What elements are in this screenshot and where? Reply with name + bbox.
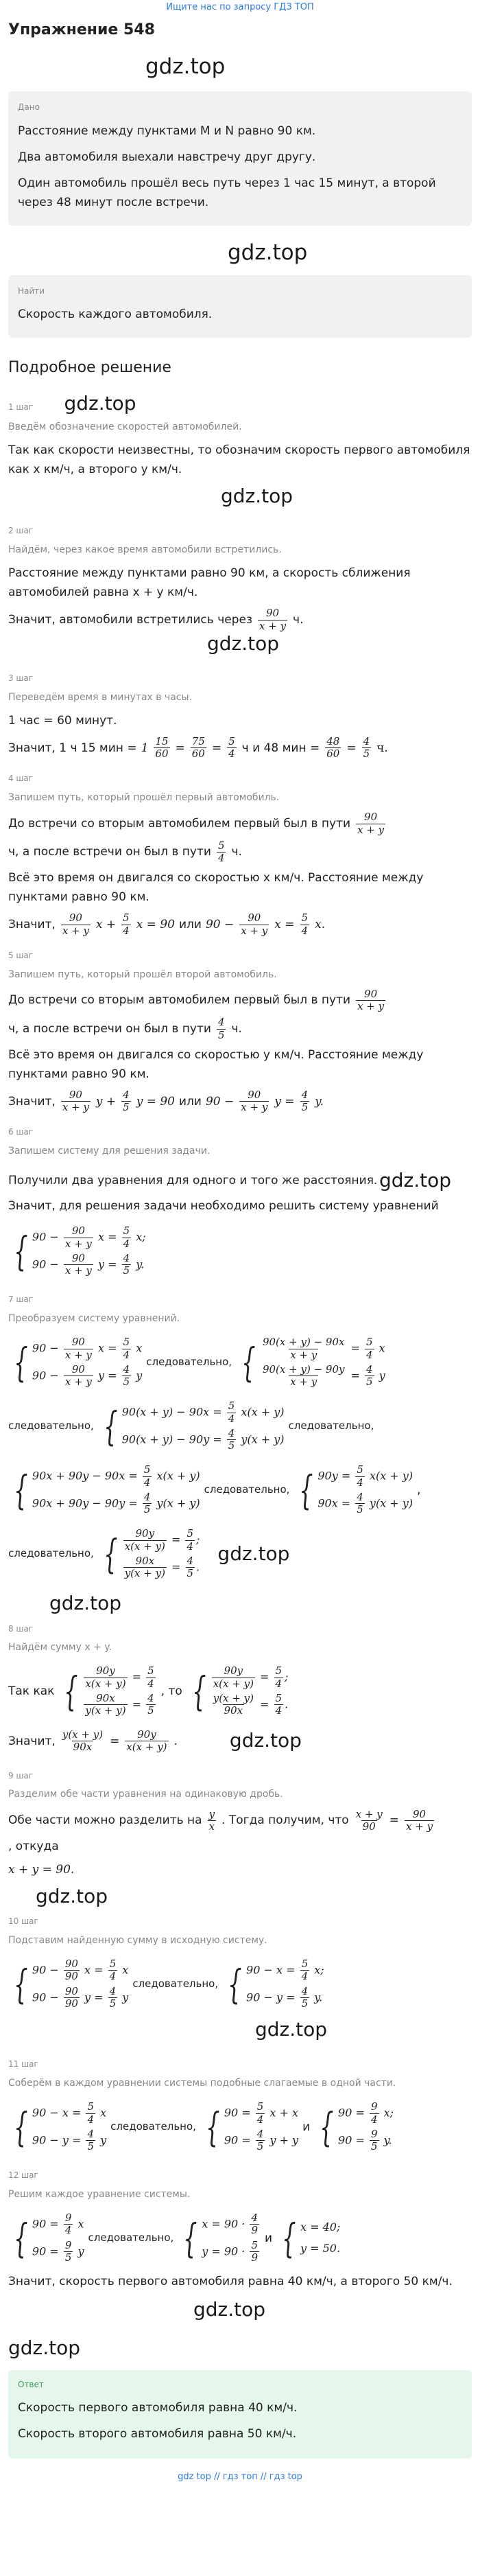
formula-line: Обе части можно разделить на $\frac{y}{x}$ . Тогда получим, что $\frac{x + y}{90}$ = $\frac{90}{x + y}$ , откуда — [8, 1809, 472, 1857]
step-text: Всё это время он двигался со скоростью x км/ч. Расстояние между пунктами равно 90 км. — [8, 871, 424, 905]
watermark: gdz.top — [193, 2298, 266, 2321]
given-box — [8, 91, 472, 226]
watermark: gdz.top — [221, 485, 293, 508]
step-heading: Найдём, через какое время автомобили встретились. — [8, 544, 282, 556]
step-text: следовательно, — [146, 1356, 232, 1369]
step-text: Значит, — [8, 918, 56, 932]
watermark: gdz.top — [49, 1592, 122, 1615]
step-text: Расстояние между пунктами равно 90 км, а скорость сближения автомобилей равна x + y км/ч. — [8, 566, 411, 600]
formula-line: До встречи со вторым автомобилем первый был в пути $\frac{90}{x + y}$ ч, а после встречи он был в пути $\frac{4}{5}$ ч. — [8, 987, 385, 1041]
step-text: ч. — [231, 1021, 242, 1036]
step-text: следовательно, — [132, 1977, 219, 1991]
formula-line: следовательно, { $\frac{90y}{x(x + y)}$ = $\frac{5}{4}$ ; $\frac{90x}{y(x + y)}$ = $\frac{4}{5}$ . gdz.top — [8, 1527, 290, 1580]
step-5 — [8, 949, 472, 1113]
step-text: 1 час = 60 минут. — [8, 713, 117, 728]
step-12 — [8, 2169, 472, 2291]
step-8 — [8, 1623, 472, 1757]
top-search-banner[interactable]: Ищите нас по запросу ГДЗ ТОП — [166, 2, 314, 12]
formula-line: следовательно, { 90(x + y) − 90x = $\frac{5}{4}$ x(x + y) 90(x + y) − 90y = $\frac{4}{5}$ y(x + y) следовательно, — [8, 1400, 374, 1452]
formula-line: Значит, $\frac{90}{x + y}$ y + $\frac{4}{5}$ y = 90 или 90 − $\frac{90}{x + y}$ y = $\frac{4}{5}$ y. — [8, 1088, 324, 1114]
step-text: следовательно, — [204, 1483, 290, 1496]
step-6 — [8, 1126, 472, 1281]
step-text: Значит, — [8, 1734, 56, 1748]
step-text: Значит, для решения задачи необходимо решить систему уравнений — [8, 1199, 439, 1214]
step-text: . Тогда получим, что — [221, 1813, 349, 1828]
formula-line: { 90 − $\frac{90}{90}$ x = $\frac{5}{4}$ x 90 − $\frac{90}{90}$ y = $\frac{4}{5}$ y следовательно, { 90 − x = $\frac{5}{4}$ x; 90 − y = $\frac{4}{5}$ y. — [14, 1958, 324, 2010]
answer-box — [8, 2370, 472, 2459]
given-line: Один автомобиль прошёл весь путь через 1 час 15 минут, а второй через 48 минут после встречи. — [18, 176, 436, 210]
step-text: следовательно, — [8, 1547, 94, 1560]
step-heading: Запишем путь, который прошёл второй автомобиль. — [8, 968, 277, 980]
formula-line: Значит, $\frac{y(x + y)}{90x}$ = $\frac{90y}{x(x + y)}$ . gdz.top — [8, 1725, 472, 1756]
watermark: gdz.top — [8, 2336, 81, 2360]
step-heading: Запишем путь, который прошёл первый автомобиль. — [8, 792, 280, 804]
step-heading: Соберём в каждом уравнении системы подобные слагаемые в одной части. — [8, 2078, 396, 2089]
footer-links[interactable]: gdz top // гдз топ // гдз top — [178, 2472, 302, 2483]
formula-line: Значит, 1 ч 15 мин = 1 $\frac{15}{60}$ = $\frac{75}{60}$ = $\frac{5}{4}$ ч и 48 мин = $\frac{48}{60}$ = $\frac{4}{5}$ ч. — [8, 734, 388, 761]
step-label: 4 шаг — [8, 774, 34, 784]
answer-line: Скорость первого автомобиля равна 40 км/ч. — [18, 2401, 298, 2415]
step-text: следовательно, — [88, 2231, 174, 2244]
step-heading: Решим каждое уравнение системы. — [8, 2189, 191, 2201]
watermark: gdz.top — [64, 391, 136, 415]
step-heading: Преобразуем систему уравнений. — [8, 1313, 180, 1325]
step-text: ч. — [231, 845, 242, 859]
step-3 — [8, 672, 472, 760]
step-heading: Подставим найденную сумму в исходную систему. — [8, 1935, 267, 1947]
step-label: 5 шаг — [8, 950, 34, 960]
step-text: Значит, 1 ч 15 мин = — [8, 741, 137, 755]
step-label: 12 шаг — [8, 2170, 38, 2181]
solution-title: Подробное решение — [8, 359, 171, 377]
step-text: Значит, скорость первого автомобиля равна 40 км/ч, а второго 50 км/ч. — [8, 2275, 453, 2289]
step-text: ч, а после встречи он был в пути — [8, 845, 211, 859]
find-text: Скорость каждого автомобиля. — [18, 308, 213, 322]
step-label: 11 шаг — [8, 2059, 38, 2069]
watermark: gdz.top — [228, 240, 308, 266]
step-text: x + y = 90. — [8, 1863, 75, 1877]
step-2 — [8, 524, 472, 631]
step-label: 3 шаг — [8, 673, 34, 683]
step-label: 1 шаг — [8, 402, 34, 412]
step-text: Обе части можно разделить на — [8, 1813, 202, 1828]
step-label: 7 шаг — [8, 1295, 34, 1305]
step-label: 6 шаг — [8, 1127, 34, 1137]
formula-line: Значит, $\frac{90}{x + y}$ x + $\frac{5}{4}$ x = 90 или 90 − $\frac{90}{x + y}$ x = $\frac{5}{4}$ x. — [8, 912, 326, 937]
step-text: или — [179, 1094, 202, 1109]
formula-line: Так как { $\frac{90y}{x(x + y)}$ = $\frac{5}{4}$ $\frac{90x}{y(x + y)}$ = $\frac{4}{5}$ , то { $\frac{90y}{x(x + y)}$ = $\frac{5}{4}$ ; $\frac{y(x + y)}{90x}$ = $\frac{5}{4}$ . — [8, 1664, 289, 1717]
step-heading: Найдём сумму x + y. — [8, 1642, 112, 1653]
watermark: gdz.top — [145, 54, 226, 80]
equation-system: { 90 − $\frac{90}{x + y}$ x = $\frac{5}{4}$ x; 90 − $\frac{90}{x + y}$ y = $\frac{4}{5}$ y. — [14, 1225, 146, 1277]
step-label: 8 шаг — [8, 1623, 34, 1634]
step-text: и — [302, 2120, 311, 2134]
formula-line: { 90 − x = $\frac{5}{4}$ x 90 − y = $\frac{4}{5}$ y следовательно, { 90 = $\frac{5}{4}$ x + x 90 = $\frac{4}{5}$ y + y и { 90 = $\frac{9}{4}$ x; 90 = $\frac{9}{5}$ y. — [14, 2100, 394, 2153]
step-heading: Переведём время в минутах в часы. — [8, 691, 193, 703]
step-text: следовательно, — [8, 1419, 94, 1432]
step-text: Значит, автомобили встретились через — [8, 612, 252, 627]
answer-line: Скорость второго автомобиля равна 50 км/ч. — [18, 2427, 297, 2441]
step-4 — [8, 772, 472, 936]
given-line: Два автомобиля выехали навстречу друг другу. — [18, 150, 316, 165]
formula-line: До встречи со вторым автомобилем первый был в пути $\frac{90}{x + y}$ ч, а после встречи он был в пути $\frac{5}{4}$ ч. — [8, 811, 385, 865]
step-11 — [8, 2058, 472, 2157]
watermark: gdz.top — [255, 2018, 328, 2041]
step-text: , откуда — [8, 1840, 59, 1854]
step-text: или — [178, 918, 202, 932]
step-text: ч. — [293, 612, 304, 627]
formula-line: { 90x + 90y − 90x = $\frac{5}{4}$ x(x + y) 90x + 90y − 90y = $\frac{4}{5}$ y(x + y) следовательно, { 90y = $\frac{5}{4}$ x(x + y) 90x = $\frac{4}{5}$ y(x + y) , — [14, 1463, 421, 1516]
step-text: ч, а после встречи он был в пути — [8, 1021, 211, 1036]
find-label: Найти — [18, 286, 45, 296]
watermark: gdz.top — [379, 1169, 451, 1192]
step-1 — [8, 388, 472, 479]
formula-line: { 90 − $\frac{90}{x + y}$ x = $\frac{5}{4}$ x 90 − $\frac{90}{x + y}$ y = $\frac{4}{5}$ y следовательно, { $\frac{90(x + y) - 90x}{x + y}$ = $\frac{5}{4}$ x $\frac{90(x + y) - 90y}{x + y}$ = $\frac{4}{5}$ y — [14, 1336, 385, 1389]
step-text: Значит, — [8, 1094, 56, 1109]
step-label: 9 шаг — [8, 1770, 34, 1780]
step-7 — [8, 1293, 472, 1583]
step-9 — [8, 1769, 472, 1879]
formula-line: { 90 = $\frac{9}{4}$ x 90 = $\frac{9}{5}$ y следовательно, { x = 90 · $\frac{4}{9}$ y = 90 · $\frac{5}{9}$ и { x = 40; y = 50. — [14, 2212, 341, 2264]
step-text: До встречи со вторым автомобилем первый был в пути — [8, 816, 351, 831]
step-heading: Введём обозначение скоростей автомобилей. — [8, 421, 242, 432]
answer-label: Ответ — [18, 2379, 44, 2389]
step-label: 10 шаг — [8, 1916, 38, 1927]
step-text: Так как — [8, 1684, 55, 1698]
step-text: До встречи со вторым автомобилем первый был в пути — [8, 993, 351, 1008]
find-box — [8, 275, 472, 338]
step-10 — [8, 1915, 472, 2014]
step-text: Получили два уравнения для одного и того же расстояния. — [8, 1174, 378, 1188]
step-text: следовательно, — [288, 1419, 374, 1432]
watermark: gdz.top — [207, 631, 280, 655]
step-text: Всё это время он двигался со скоростью y км/ч. Расстояние между пунктами равно 90 км. — [8, 1047, 424, 1081]
page-content — [0, 18, 480, 2485]
step-text: Так как скорости неизвестны, то обозначим скорость первого автомобиля как x км/ч, а второго y км/ч. — [8, 443, 470, 477]
given-line: Расстояние между пунктами M и N равно 90 км. — [18, 124, 316, 139]
step-text: и — [265, 2231, 273, 2245]
watermark: gdz.top — [36, 1885, 108, 1908]
step-text: ч и 48 мин = — [241, 741, 320, 755]
step-text: следовательно, — [110, 2120, 196, 2133]
given-label: Дано — [18, 102, 40, 113]
fraction: $\frac{90}{x + y}$ — [259, 607, 287, 632]
watermark: gdz.top — [217, 1542, 290, 1565]
page-title: Упражнение 548 — [8, 21, 155, 38]
step-heading: Разделим обе части уравнения на одинаковую дробь. — [8, 1789, 283, 1800]
watermark: gdz.top — [229, 1729, 302, 1752]
step-text: , то — [160, 1684, 182, 1698]
step-heading: Запишем систему для решения задачи. — [8, 1146, 211, 1157]
step-label: 2 шаг — [8, 526, 34, 536]
